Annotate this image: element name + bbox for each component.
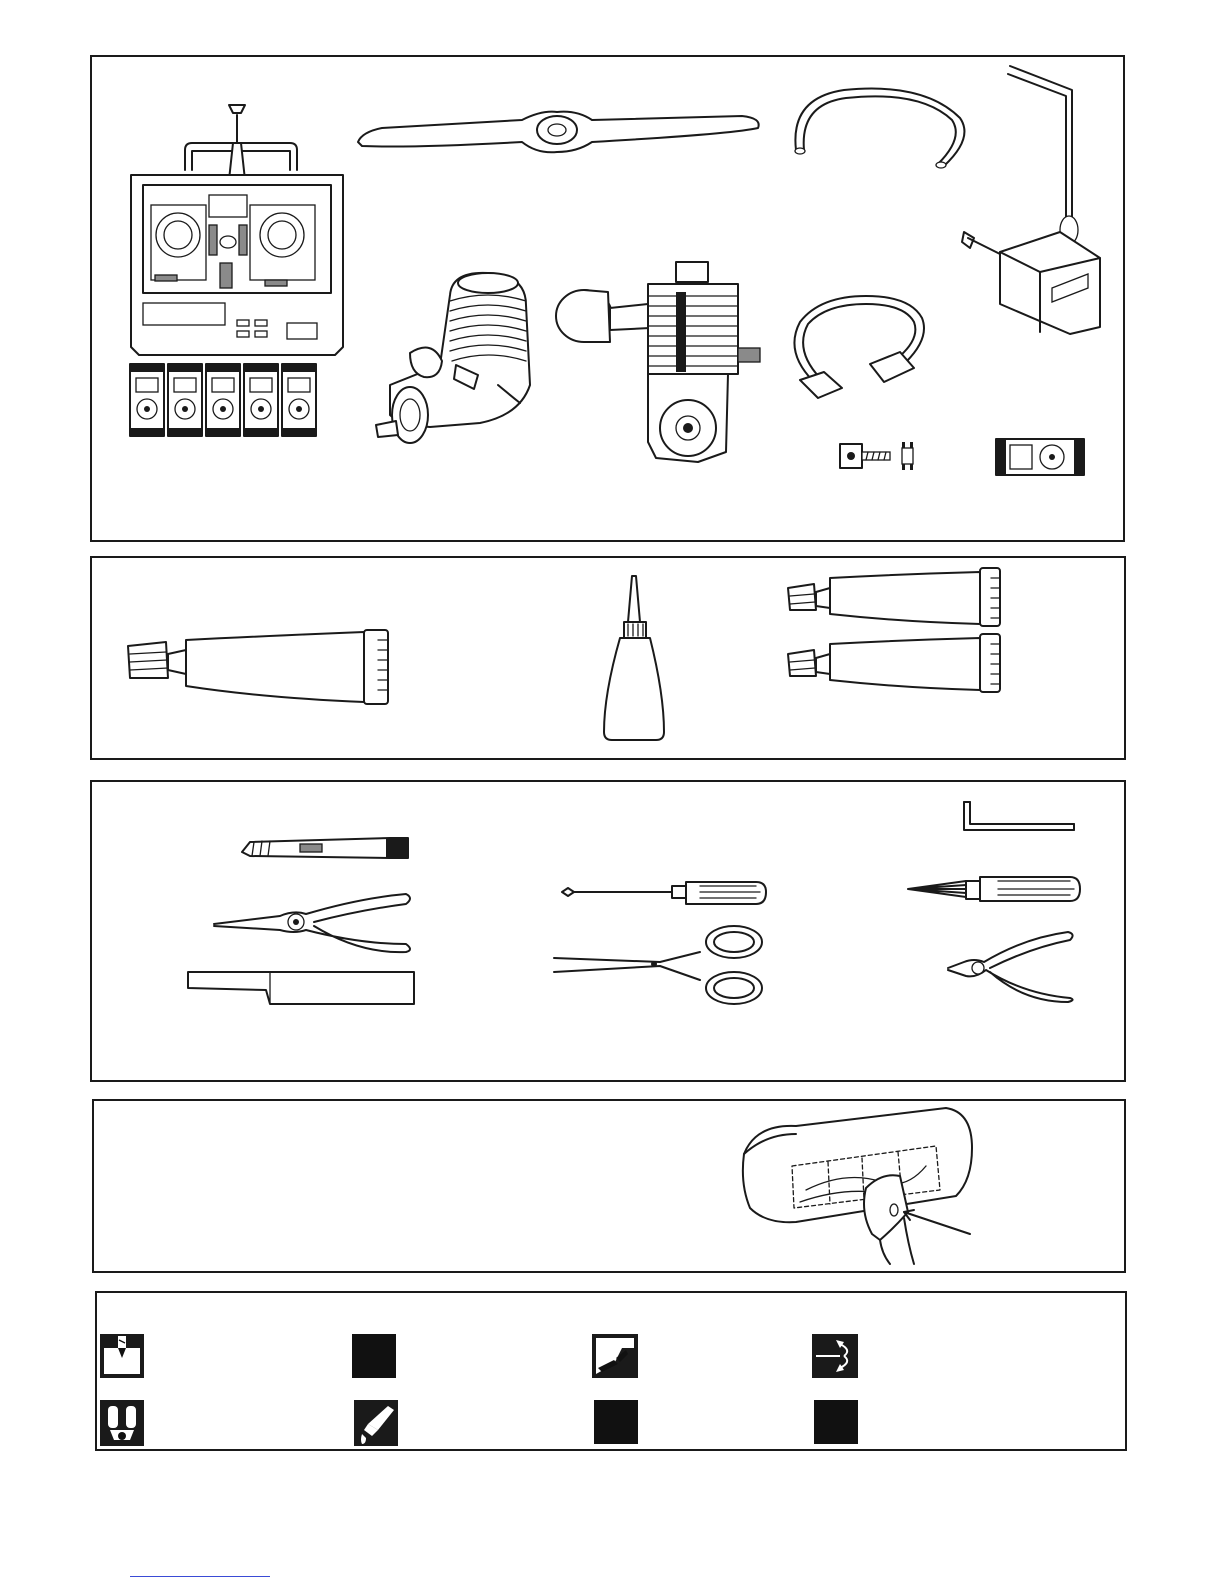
instant-glue-bottle (598, 574, 670, 744)
drill-bit-screwdriver (904, 875, 1084, 905)
footer-rule (130, 1576, 270, 1577)
propeller (352, 100, 764, 160)
servos (128, 362, 328, 440)
phillips-screwdriver (560, 878, 768, 908)
heat-iron (852, 1168, 977, 1268)
receiver-switch-harness (960, 62, 1110, 342)
side-cutters (944, 928, 1080, 1004)
drill-icon (100, 1334, 144, 1378)
engine-four-stroke (548, 262, 763, 467)
two-part-epoxy-tubes (784, 566, 1006, 698)
clamp-icon (100, 1400, 144, 1446)
hex-key (944, 798, 1080, 838)
servo-extension-lead (782, 292, 940, 404)
servo (994, 437, 1086, 477)
glue-bottle-icon (354, 1400, 398, 1446)
epoxy-tube (124, 628, 394, 708)
blank-icon-3 (814, 1400, 858, 1444)
rotate-arrows-icon (812, 1334, 858, 1378)
blank-icon-2 (594, 1400, 638, 1444)
knife-cut-icon (592, 1334, 638, 1378)
hobby-knife (240, 832, 412, 860)
engine-mount-clamp (838, 438, 920, 474)
scissors (550, 922, 770, 1010)
engine-two-stroke (370, 265, 550, 445)
blank-icon-1 (352, 1334, 396, 1378)
fuel-tubing (784, 78, 976, 170)
needle-nose-pliers (210, 890, 414, 956)
sanding-bar (186, 968, 416, 1008)
radio-transmitter (125, 95, 350, 360)
